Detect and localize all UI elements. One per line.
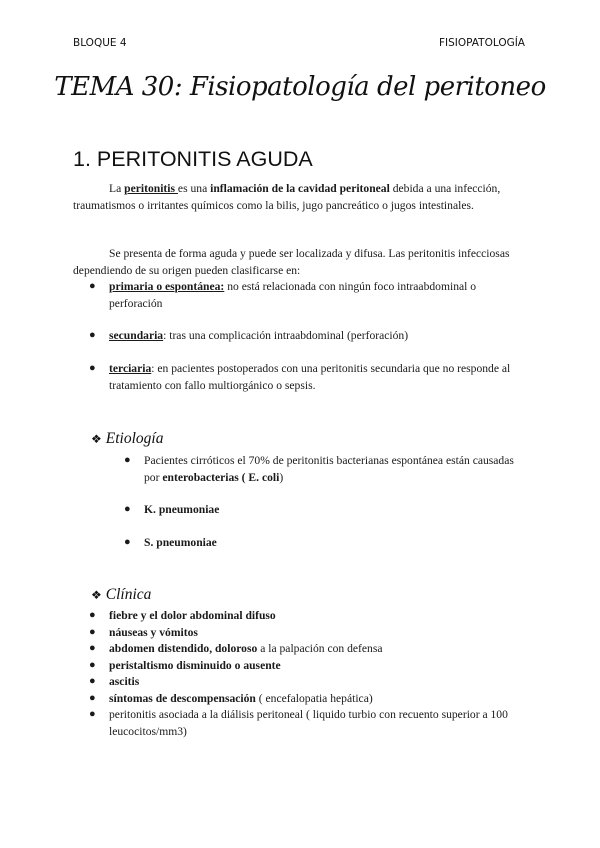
header-subject-label: FISIOPATOLOGÍA xyxy=(438,37,525,49)
list-item-clinica xyxy=(89,657,529,674)
p1-strong: inflamación de la cavidad peritoneal xyxy=(210,182,390,195)
bullet-icon: ● xyxy=(89,708,96,720)
item-strong: síntomas de descompensación xyxy=(109,692,256,705)
item-tail: ) xyxy=(279,471,284,484)
list-item-clinica xyxy=(89,607,529,624)
item-text: peritonitis asociada a la diálisis peritoneal ( liquido turbio con recuento superior a 100 leucocitos/mm3) xyxy=(109,708,508,738)
bullet-icon: ● xyxy=(124,454,131,466)
subsection-clinica xyxy=(91,586,151,604)
list-item-clinica xyxy=(89,640,529,657)
subsection-etiologia xyxy=(91,430,163,448)
document-title: TEMA 30: Fisiopatología del peritoneo xyxy=(54,72,546,102)
item-strong: náuseas y vómitos xyxy=(109,626,198,639)
list-item-clinica xyxy=(89,706,529,740)
bullet-icon: ● xyxy=(89,626,96,638)
bullet-icon: ● xyxy=(89,642,96,654)
item-strong: fiebre y el dolor abdominal difuso xyxy=(109,609,276,622)
type-text: no está relacionada con ningún foco intraabdominal o perforación xyxy=(109,280,477,310)
list-item-terciaria xyxy=(89,360,529,394)
bullet-icon: ● xyxy=(89,659,96,671)
type-term: primaria o espontánea: xyxy=(109,280,225,293)
item-text: Pacientes cirróticos el 70% de peritonitis bacterianas espontánea están causadas por xyxy=(144,454,514,484)
bullet-icon: ● xyxy=(89,362,96,374)
item-strong: K. pneumoniae xyxy=(144,503,220,516)
p1-mid: es una xyxy=(177,182,211,195)
list-item-clinica xyxy=(89,690,529,707)
list-item-primaria xyxy=(89,278,529,312)
item-strong: S. pneumoniae xyxy=(144,536,217,549)
bullet-icon: ● xyxy=(89,280,96,292)
type-term: terciaria xyxy=(109,362,152,375)
item-strong: ascitis xyxy=(109,675,140,688)
p1-term: peritonitis xyxy=(124,182,178,195)
p2-text: Se presenta de forma aguda y puede ser localizada y difusa. Las peritonitis infecciosas dependiendo de su origen pueden clasificarse en: xyxy=(73,247,510,277)
section-heading-peritonitis: 1. PERITONITIS AGUDA xyxy=(73,147,313,171)
subsection-title: Etiología xyxy=(105,430,164,447)
type-text: : tras una complicación intraabdominal (perforación) xyxy=(163,329,409,342)
item-strong: peristaltismo disminuido o ausente xyxy=(109,659,281,672)
bullet-icon: ● xyxy=(89,675,96,687)
definition-paragraph xyxy=(73,180,533,214)
bullet-icon: ● xyxy=(89,329,96,341)
list-item-secundaria xyxy=(89,327,529,344)
list-item-etiologia xyxy=(124,534,529,551)
item-text: a la palpación con defensa xyxy=(257,642,383,655)
list-item-clinica xyxy=(89,624,529,641)
type-text: : en pacientes postoperados con una peritonitis secundaria que no responde al tratamiento con fallo multiorgánico o sepsis. xyxy=(109,362,511,392)
list-item-etiologia xyxy=(124,452,529,486)
bullet-icon: ● xyxy=(124,503,131,515)
bullet-icon: ● xyxy=(124,536,131,548)
header-block-label: BLOQUE 4 xyxy=(73,37,127,49)
item-text: ( encefalopatia hepática) xyxy=(255,692,373,705)
bullet-icon: ● xyxy=(89,609,96,621)
item-strong: enterobacterias ( E. coli xyxy=(162,471,280,484)
bullet-icon: ● xyxy=(89,692,96,704)
p1-pre: La xyxy=(109,182,125,195)
list-item-clinica xyxy=(89,673,529,690)
classification-paragraph xyxy=(73,245,533,279)
diamond-bullet-icon: ❖ xyxy=(91,432,102,446)
diamond-bullet-icon: ❖ xyxy=(91,588,102,602)
p1-rest: debida a una infección, traumatismos o irritantes químicos como la bilis, jugo pancreático o jugos intestinales. xyxy=(73,182,501,212)
subsection-title: Clínica xyxy=(105,586,152,603)
item-strong: abdomen distendido, doloroso xyxy=(109,642,258,655)
type-term: secundaria xyxy=(109,329,164,342)
list-item-etiologia xyxy=(124,501,529,518)
